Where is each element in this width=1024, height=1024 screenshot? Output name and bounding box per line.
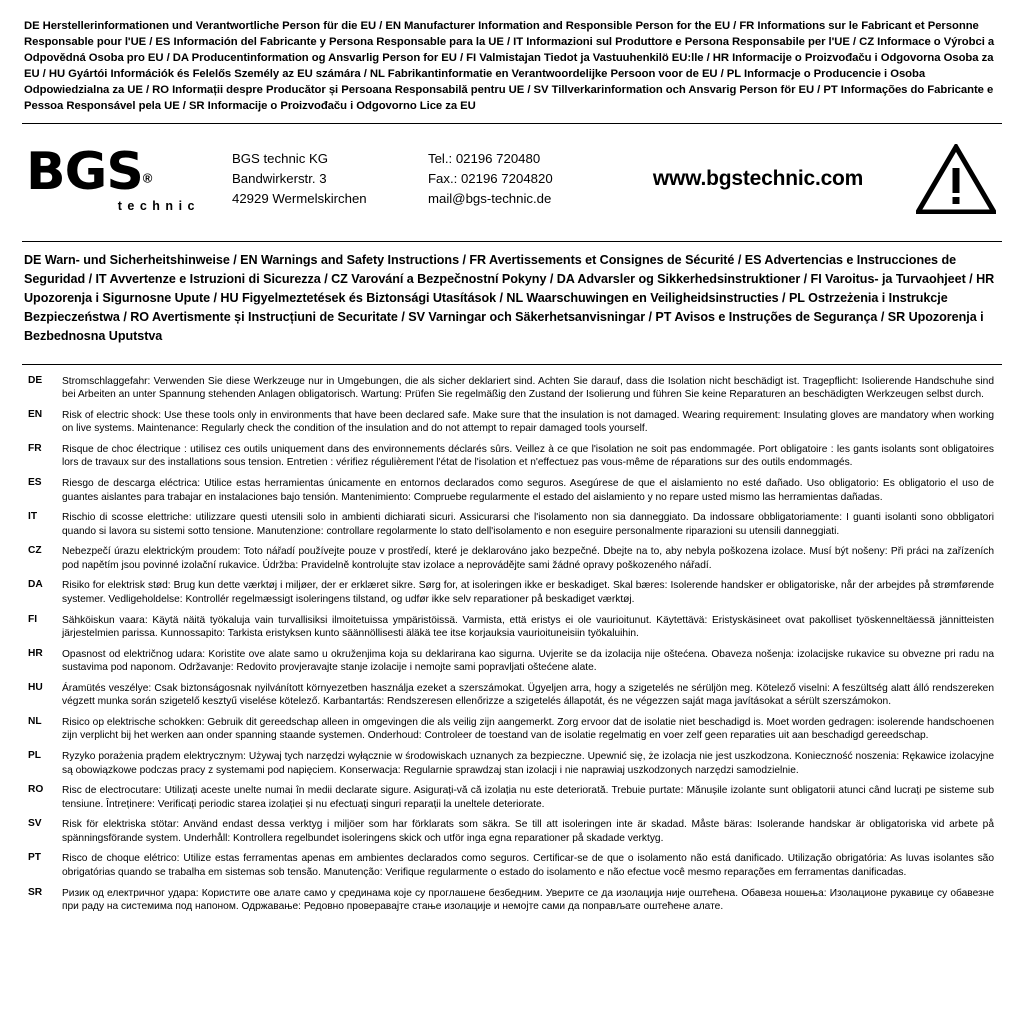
language-text: Risc de electrocutare: Utilizați aceste unelte numai în medii declarate sigure. Asigurați-vă că izolația nu este deteriorată. Trebuie purtate: Mănușile izolante sunt obligatorii atunci când lucrați pe sisteme sub tensiune. Întreținere: Verificați periodic starea izolației și nu efectuați singuri reparații la uneltele deteriorate. (62, 785, 994, 810)
language-text: Riesgo de descarga eléctrica: Utilice estas herramientas únicamente en entornos declarados como seguros. Asegúrese de que el aislamiento no esté dañado. Uso obligatorio: Es obligatorio el uso de guantes aislantes para trabajar en instalaciones bajo tensión. Mantenimiento: Compruebe regularmente el estado del aislamiento y no repare usted mismo las herramientas dañadas. (62, 478, 994, 503)
language-text: Áramütés veszélye: Csak biztonságosnak nyilvánított környezetben használja ezeket a szerszámokat. Ügyeljen arra, hogy a szigetelés ne sérüljön meg. Kötelező viselni: A feszültség alatt álló rendszereken végzett munka során szigetelő kesztyű viselése kötelező. Karbantartás: Rendszeresen ellenőrizze a szigetelés állapotát, és ne végezzen saját maga javításokat a sérült szerszámokon. (62, 682, 994, 708)
company-name: BGS technic KG (232, 150, 329, 166)
language-code: EN (28, 408, 43, 420)
table-row (22, 477, 1002, 511)
table-row (22, 887, 1002, 921)
language-code: SR (28, 886, 43, 898)
company-telephone: Tel.: 02196 720480 (428, 150, 541, 166)
brand-logo (22, 141, 232, 213)
language-code: DE (28, 374, 43, 386)
language-text: Stromschlaggefahr: Verwenden Sie diese Werkzeuge nur in Umgebungen, die als sicher deklariert sind. Achten Sie darauf, dass die Isolation nicht beschädigt ist. Tragepflicht: Isolierende Handschuhe sind bei Arbeiten an unter Spannung stehenden Anlagen obligatorisch. Wartung: Prüfen Sie regelmäßig den Zustand der Isolierung und führen Sie keine Reparaturen an beschädigten Werkzeugen selbst durch. (62, 375, 994, 401)
table-row (22, 511, 1002, 545)
language-rows (22, 375, 1002, 921)
language-text: Opasnost od električnog udara: Koristite ove alate samo u okruženjima koja su deklarirana kao sigurna. Uvjerite se da izolacija nije oštećena. Obaveza nošenja: izolacijske rukavice su obvezne pri radu na sustavima pod naponom. Održavanje: Redovito provjeravajte stanje izolacije i nemojte sami popravljati oštećene alate. (62, 648, 994, 674)
language-code: RO (28, 784, 44, 796)
language-code: FR (28, 442, 42, 454)
table-row (22, 818, 1002, 852)
table-row (22, 716, 1002, 750)
logo-wordmark: BGS (26, 141, 143, 202)
table-row (22, 409, 1002, 443)
language-code: HR (28, 647, 43, 659)
language-text: Nebezpečí úrazu elektrickým proudem: Toto nářadí používejte pouze v prostředí, které je deklarováno jako bezpečné. Dbejte na to, aby nebyla poškozena izolace. Musí být nošeny: Při práci na zařízeních pod napětím jsou povinné izolační rukavice. Údržba: Pravidelně kontrolujte stav izolace a neprovádějte sami žádné opravy poškozeného nářadí. (62, 546, 994, 571)
language-text: Risque de choc électrique : utilisez ces outils uniquement dans des environnements déclarés sûrs. Veillez à ce que l'isolation ne soit pas endommagée. Port obligatoire : les gants isolants sont obligatoires lors de travaux sur des installations sous tension. Entretien : vérifiez régulièrement l'état de l'isolation et n'effectuez pas vous-même de réparations sur des outils endommagés. (62, 443, 994, 469)
language-text: Rischio di scosse elettriche: utilizzare questi utensili solo in ambienti dichiarati sicuri. Assicurarsi che l'isolamento non sia danneggiato. Da indossare obbligatoriamente: I guanti isolanti sono obbligatori quando si lavora su sistemi sotto tensione. Manutenzione: controllare regolarmente lo stato dell'isolamento e non eseguire personalmente riparazioni su utensili danneggiati. (62, 512, 994, 537)
company-website-block (638, 167, 904, 191)
company-fax: Fax.: 02196 7204820 (428, 170, 553, 186)
registered-trademark-icon: ® (142, 170, 153, 186)
company-street: Bandwirkerstr. 3 (232, 170, 327, 186)
language-code: NL (28, 715, 42, 727)
table-row (22, 375, 1002, 409)
language-code: PL (28, 750, 42, 762)
language-code: ES (28, 477, 42, 489)
manufacturer-info-header: DE Herstellerinformationen und Verantwortliche Person für die EU / EN Manufacturer Information and Responsible Person for the EU / FR Informations sur le Fabricant et Personne Responsable pour l'UE / ES Información del Fabricante y Persona Responsable para la UE / IT Informazioni sul Produttore e Persona Responsabile per l'UE / CZ Informace o Výrobci a Odpovědná Osoba pro EU / DA Producentinformation og Ansvarlig Person for EU / FI Valmistajan Tiedot ja Vastuuhenkilö EU:lle / HR Informacije o Proizvođaču i Odgovorna Osoba za EU / HU Gyártói Információk és Felelős Személy az EU számára / NL Fabrikantinformatie en Verantwoordelijke Persoon voor de EU / PL Informacje o Producencie i Osoba Odpowiedzialna za UE / RO Informații despre Producător și Persoana Responsabilă pentru UE / SV Tillverkarinformation och Ansvarig Person för EU / PT Informações do Fabricante e Pessoa Responsável pela UE / SR Informacije o Proizvođaču i Odgovorno Lice za EU (24, 20, 995, 113)
language-text: Ризик од електричног удара: Користите ове алате само у срединама које су проглашене безбедним. Уверите се да изолација није оштећена. Обавеза ношења: Изолационе рукавице су обавезне при раду на системима под напоном. Одржавање: Редовно проверавајте стање изолације и немојте сами да поправљате оштећене алате. (62, 887, 994, 913)
language-text: Risco de choque elétrico: Utilize estas ferramentas apenas em ambientes declarados como seguros. Certificar-se de que o isolamento não está danificado. Utilização obrigatória: As luvas isolantes são obrigatórias quando se trabalha em sistemas sob tensão. Manutenção: Verifique regularmente o estado do isolamento e não efectue você mesmo reparações em ferramentas danificadas. (62, 853, 994, 878)
table-row (22, 614, 1002, 648)
table-row (22, 852, 1002, 886)
language-code: DA (28, 579, 43, 591)
table-row (22, 545, 1002, 579)
company-information-band (22, 124, 1002, 232)
language-code: CZ (28, 545, 42, 557)
language-text: Sähköiskun vaara: Käytä näitä työkaluja vain turvallisiksi ilmoitetuissa ympäristöissä. Varmista, että eristys ei ole vaurioitunut. Käytettävä: Eristyskäsineet ovat pakolliset työskenneltäessä jännitteisten järjestelmien parissa. Kunnossapito: Tarkista eristyksen kunto säännöllisesti äläkä tee itse korjauksia vaurioituneisiin työkaluihin. (62, 614, 994, 640)
warning-triangle-icon (904, 144, 1002, 214)
warnings-title: DE Warn- und Sicherheitshinweise / EN Warnings and Safety Instructions / FR Avertissements et Consignes de Sécurité / ES Advertencias e Instrucciones de Seguridad / IT Avvertenze e Istruzioni di Sicurezza / CZ Varování a Bezpečnostní Pokyny / DA Advarsler og Sikkerhedsinstruktioner / FI Varoitus- ja Turvaohjeet / HR Upozorenja i Sigurnosne Upute / HU Figyelmeztetések és Biztonsági Utasítások / NL Waarschuwingen en Veiligheidsinstructies / PL Ostrzeżenia i Instrukcje Bezpieczeństwa / RO Avertismente și Instrucțiuni de Securitate / SV Varningar och Säkerhetsanvisningar / PT Avisos e Instruções de Segurança / SR Upozorenja i Bezbednosna Uputstva (24, 253, 995, 343)
language-text: Risk of electric shock: Use these tools only in environments that have been declared safe. Make sure that the insulation is not damaged. Wearing requirement: Insulating gloves are mandatory when working on live systems. Maintenance: Regularly check the condition of the insulation and do not attempt to repair damaged tools yourself. (62, 409, 994, 435)
language-code: SV (28, 818, 42, 830)
company-contact (428, 149, 638, 210)
language-text: Risico op elektrische schokken: Gebruik dit gereedschap alleen in omgevingen die als veilig zijn aangemerkt. Zorg ervoor dat de isolatie niet beschadigd is. Moet worden gedragen: isolerende handschoenen zijn verplicht bij het werken aan onder spanning staande systemen. Onderhoud: Controleer de toestand van de isolatie regelmatig en voer zelf geen reparaties uit aan beschadigd gereedschap. (62, 716, 994, 742)
table-row (22, 648, 1002, 682)
table-row (22, 443, 1002, 477)
language-text: Ryzyko porażenia prądem elektrycznym: Używaj tych narzędzi wyłącznie w środowiskach uznanych za bezpieczne. Upewnić się, że izolacja nie jest uszkodzona. Konieczność noszenia: Rękawice izolacyjne są obowiązkowe podczas pracy z systemami pod napięciem. Konserwacja: Regularnie sprawdzaj stan izolacji i nie naprawiaj uszkodzonych narzędzi samodzielnie. (62, 751, 994, 776)
company-website[interactable]: www.bgstechnic.com (652, 167, 864, 191)
logo-tagline: technic (117, 198, 200, 213)
company-city: 42929 Wermelskirchen (232, 191, 367, 207)
language-instructions-table (22, 375, 1002, 921)
table-row (22, 682, 1002, 716)
divider-bottom (22, 364, 1002, 365)
language-text: Risk för elektriska stötar: Använd endast dessa verktyg i miljöer som har förklarats som säkra. Se till att isoleringen inte är skadad. Måste bäras: Isolerande handskar är obligatoriska vid arbete på spänningsförande system. Underhåll: Kontrollera regelbundet isoleringens skick och utför inga egna reparationer på skadade verktyg. (62, 819, 994, 844)
company-address (232, 149, 428, 210)
table-row (22, 784, 1002, 818)
language-text: Risiko for elektrisk stød: Brug kun dette værktøj i miljøer, der er erklæret sikre. Sørg for, at isoleringen ikke er beskadiget. Skal bæres: Isolerende handsker er obligatoriske, når der arbejdes på strømførende systemer. Vedligeholdelse: Kontrollér regelmæssigt isoleringens tilstand, og udfør ikke selv reparationer på beskadiget værktøj. (62, 580, 994, 605)
table-row (22, 579, 1002, 613)
company-email[interactable]: mail@bgs-technic.de (428, 191, 552, 207)
table-row (22, 750, 1002, 784)
language-code: IT (28, 511, 38, 523)
language-code: PT (28, 852, 42, 864)
language-code: HU (28, 681, 43, 693)
language-code: FI (28, 613, 38, 625)
